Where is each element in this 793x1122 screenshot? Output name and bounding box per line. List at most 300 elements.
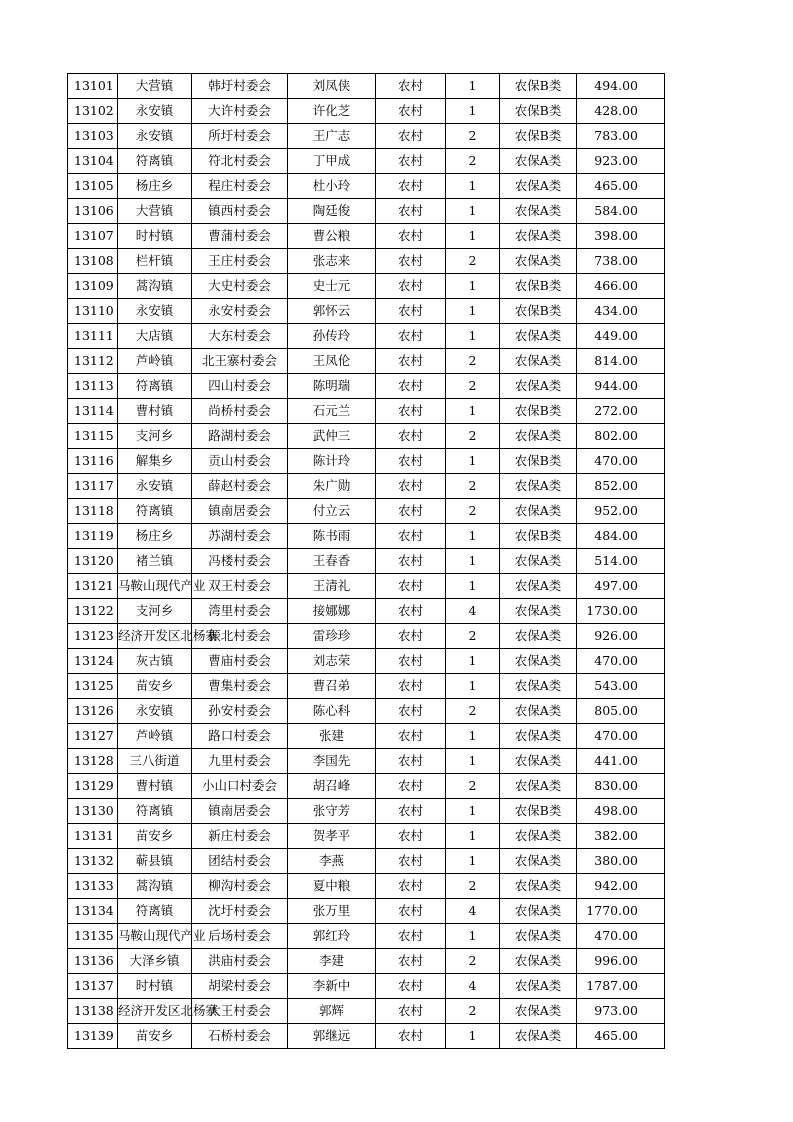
- record-number-cell: 13130: [68, 799, 118, 824]
- village-committee-cell: 洪庙村委会: [192, 949, 288, 974]
- household-size-cell: 1: [446, 649, 500, 674]
- village-committee-cell: 镇南居委会: [192, 499, 288, 524]
- amount-cell: 465.00: [577, 1024, 665, 1049]
- record-number-cell: 13114: [68, 399, 118, 424]
- township-cell: 永安镇: [118, 99, 192, 124]
- residence-type-cell: 农村: [376, 299, 446, 324]
- table-row: [68, 724, 665, 749]
- village-committee-cell: 程庄村委会: [192, 174, 288, 199]
- amount-cell: 470.00: [577, 724, 665, 749]
- amount-cell: 497.00: [577, 574, 665, 599]
- village-committee-cell: 九里村委会: [192, 749, 288, 774]
- table-row: [68, 224, 665, 249]
- person-name-cell: 张建: [288, 724, 376, 749]
- insurance-category-cell: 农保B类: [500, 524, 577, 549]
- record-number-cell: 13112: [68, 349, 118, 374]
- record-number-cell: 13118: [68, 499, 118, 524]
- village-committee-cell: 永安村委会: [192, 299, 288, 324]
- amount-cell: 973.00: [577, 999, 665, 1024]
- residence-type-cell: 农村: [376, 824, 446, 849]
- household-size-cell: 1: [446, 174, 500, 199]
- table-row: [68, 274, 665, 299]
- household-size-cell: 1: [446, 74, 500, 99]
- person-name-cell: 陈明瑞: [288, 374, 376, 399]
- household-size-cell: 2: [446, 374, 500, 399]
- village-committee-cell: 所圩村委会: [192, 124, 288, 149]
- record-number-cell: 13111: [68, 324, 118, 349]
- household-size-cell: 1: [446, 524, 500, 549]
- township-cell: 永安镇: [118, 124, 192, 149]
- insurance-category-cell: 农保A类: [500, 699, 577, 724]
- township-cell: 支河乡: [118, 599, 192, 624]
- table-row: [68, 149, 665, 174]
- village-committee-cell: 胡梁村委会: [192, 974, 288, 999]
- table-row: [68, 874, 665, 899]
- residence-type-cell: 农村: [376, 474, 446, 499]
- table-row: [68, 524, 665, 549]
- insurance-category-cell: 农保A类: [500, 149, 577, 174]
- amount-cell: 514.00: [577, 549, 665, 574]
- person-name-cell: 王广志: [288, 124, 376, 149]
- residence-type-cell: 农村: [376, 524, 446, 549]
- residence-type-cell: 农村: [376, 449, 446, 474]
- amount-cell: 1730.00: [577, 599, 665, 624]
- household-size-cell: 4: [446, 974, 500, 999]
- village-committee-cell: 北王寨村委会: [192, 349, 288, 374]
- amount-cell: 1770.00: [577, 899, 665, 924]
- person-name-cell: 武仲三: [288, 424, 376, 449]
- insurance-category-cell: 农保A类: [500, 849, 577, 874]
- insurance-category-cell: 农保A类: [500, 574, 577, 599]
- person-name-cell: 张志来: [288, 249, 376, 274]
- residence-type-cell: 农村: [376, 724, 446, 749]
- amount-cell: 584.00: [577, 199, 665, 224]
- insurance-category-cell: 农保A类: [500, 824, 577, 849]
- insurance-category-cell: 农保B类: [500, 74, 577, 99]
- household-size-cell: 1: [446, 924, 500, 949]
- village-committee-cell: 振北村委会: [192, 624, 288, 649]
- village-committee-cell: 孙安村委会: [192, 699, 288, 724]
- residence-type-cell: 农村: [376, 274, 446, 299]
- township-cell: 符离镇: [118, 374, 192, 399]
- table-row: [68, 674, 665, 699]
- residence-type-cell: 农村: [376, 624, 446, 649]
- village-committee-cell: 后场村委会: [192, 924, 288, 949]
- household-size-cell: 2: [446, 999, 500, 1024]
- residence-type-cell: 农村: [376, 899, 446, 924]
- household-size-cell: 1: [446, 324, 500, 349]
- table-row: [68, 574, 665, 599]
- household-size-cell: 1: [446, 199, 500, 224]
- table-row: [68, 699, 665, 724]
- record-number-cell: 13116: [68, 449, 118, 474]
- township-cell: 大营镇: [118, 74, 192, 99]
- household-size-cell: 2: [446, 149, 500, 174]
- residence-type-cell: 农村: [376, 799, 446, 824]
- township-cell: 三八街道: [118, 749, 192, 774]
- household-size-cell: 1: [446, 399, 500, 424]
- record-number-cell: 13115: [68, 424, 118, 449]
- record-number-cell: 13104: [68, 149, 118, 174]
- table-row: [68, 349, 665, 374]
- household-size-cell: 2: [446, 774, 500, 799]
- residence-type-cell: 农村: [376, 674, 446, 699]
- village-committee-cell: 薛赵村委会: [192, 474, 288, 499]
- insurance-category-cell: 农保A类: [500, 924, 577, 949]
- township-cell: 符离镇: [118, 799, 192, 824]
- amount-cell: 470.00: [577, 649, 665, 674]
- household-size-cell: 2: [446, 499, 500, 524]
- village-committee-cell: 符北村委会: [192, 149, 288, 174]
- village-committee-cell: 曹集村委会: [192, 674, 288, 699]
- household-size-cell: 2: [446, 624, 500, 649]
- person-name-cell: 石元兰: [288, 399, 376, 424]
- amount-cell: 434.00: [577, 299, 665, 324]
- village-committee-cell: 镇南居委会: [192, 799, 288, 824]
- insurance-category-cell: 农保A类: [500, 499, 577, 524]
- residence-type-cell: 农村: [376, 849, 446, 874]
- record-number-cell: 13133: [68, 874, 118, 899]
- township-cell: 经济开发区北杨寨: [118, 624, 192, 649]
- person-name-cell: 王春香: [288, 549, 376, 574]
- person-name-cell: 曹公粮: [288, 224, 376, 249]
- person-name-cell: 郭红玲: [288, 924, 376, 949]
- township-cell: 蕲县镇: [118, 849, 192, 874]
- township-cell: 大营镇: [118, 199, 192, 224]
- amount-cell: 923.00: [577, 149, 665, 174]
- household-size-cell: 2: [446, 874, 500, 899]
- table-row: [68, 1024, 665, 1049]
- household-size-cell: 2: [446, 424, 500, 449]
- household-size-cell: 2: [446, 699, 500, 724]
- amount-cell: 441.00: [577, 749, 665, 774]
- household-size-cell: 4: [446, 899, 500, 924]
- household-size-cell: 2: [446, 124, 500, 149]
- person-name-cell: 曹召弟: [288, 674, 376, 699]
- village-committee-cell: 尚桥村委会: [192, 399, 288, 424]
- person-name-cell: 许化芝: [288, 99, 376, 124]
- township-cell: 杨庄乡: [118, 174, 192, 199]
- residence-type-cell: 农村: [376, 399, 446, 424]
- amount-cell: 470.00: [577, 924, 665, 949]
- household-size-cell: 2: [446, 949, 500, 974]
- person-name-cell: 陈心科: [288, 699, 376, 724]
- residence-type-cell: 农村: [376, 74, 446, 99]
- household-size-cell: 1: [446, 299, 500, 324]
- township-cell: 永安镇: [118, 474, 192, 499]
- village-committee-cell: 大史村委会: [192, 274, 288, 299]
- village-committee-cell: 冯楼村委会: [192, 549, 288, 574]
- township-cell: 蒿沟镇: [118, 274, 192, 299]
- record-number-cell: 13124: [68, 649, 118, 674]
- village-committee-cell: 柳沟村委会: [192, 874, 288, 899]
- table-row: [68, 974, 665, 999]
- table-row: [68, 199, 665, 224]
- record-number-cell: 13132: [68, 849, 118, 874]
- table-row: [68, 99, 665, 124]
- village-committee-cell: 大王村委会: [192, 999, 288, 1024]
- insurance-category-cell: 农保A类: [500, 599, 577, 624]
- record-number-cell: 13128: [68, 749, 118, 774]
- village-committee-cell: 大许村委会: [192, 99, 288, 124]
- table-row: [68, 474, 665, 499]
- insurance-category-cell: 农保B类: [500, 124, 577, 149]
- table-row: [68, 949, 665, 974]
- township-cell: 栏杆镇: [118, 249, 192, 274]
- amount-cell: 382.00: [577, 824, 665, 849]
- household-size-cell: 1: [446, 99, 500, 124]
- insurance-category-cell: 农保A类: [500, 549, 577, 574]
- person-name-cell: 李燕: [288, 849, 376, 874]
- record-number-cell: 13126: [68, 699, 118, 724]
- insurance-category-cell: 农保A类: [500, 324, 577, 349]
- residence-type-cell: 农村: [376, 749, 446, 774]
- record-number-cell: 13134: [68, 899, 118, 924]
- village-committee-cell: 镇西村委会: [192, 199, 288, 224]
- amount-cell: 926.00: [577, 624, 665, 649]
- township-cell: 曹村镇: [118, 774, 192, 799]
- person-name-cell: 张守芳: [288, 799, 376, 824]
- amount-cell: 942.00: [577, 874, 665, 899]
- residence-type-cell: 农村: [376, 999, 446, 1024]
- township-cell: 马鞍山现代产业: [118, 574, 192, 599]
- household-size-cell: 1: [446, 549, 500, 574]
- township-cell: 苗安乡: [118, 824, 192, 849]
- record-number-cell: 13103: [68, 124, 118, 149]
- person-name-cell: 王凤伦: [288, 349, 376, 374]
- village-committee-cell: 曹庙村委会: [192, 649, 288, 674]
- residence-type-cell: 农村: [376, 199, 446, 224]
- township-cell: 时村镇: [118, 974, 192, 999]
- table-row: [68, 799, 665, 824]
- person-name-cell: 李新中: [288, 974, 376, 999]
- table-row: [68, 749, 665, 774]
- record-number-cell: 13102: [68, 99, 118, 124]
- residence-type-cell: 农村: [376, 174, 446, 199]
- person-name-cell: 陈书雨: [288, 524, 376, 549]
- household-size-cell: 1: [446, 724, 500, 749]
- household-size-cell: 1: [446, 849, 500, 874]
- table-row: [68, 124, 665, 149]
- township-cell: 马鞍山现代产业: [118, 924, 192, 949]
- township-cell: 苗安乡: [118, 674, 192, 699]
- village-committee-cell: 大东村委会: [192, 324, 288, 349]
- township-cell: 芦岭镇: [118, 349, 192, 374]
- insurance-category-cell: 农保A类: [500, 874, 577, 899]
- household-size-cell: 1: [446, 749, 500, 774]
- record-number-cell: 13108: [68, 249, 118, 274]
- insurance-category-cell: 农保B类: [500, 399, 577, 424]
- township-cell: 永安镇: [118, 299, 192, 324]
- table-body: [68, 74, 665, 1049]
- record-number-cell: 13129: [68, 774, 118, 799]
- person-name-cell: 杜小玲: [288, 174, 376, 199]
- record-number-cell: 13131: [68, 824, 118, 849]
- household-roster-table: [67, 73, 665, 1049]
- insurance-category-cell: 农保A类: [500, 224, 577, 249]
- record-number-cell: 13105: [68, 174, 118, 199]
- record-number-cell: 13110: [68, 299, 118, 324]
- table-row: [68, 599, 665, 624]
- person-name-cell: 郭继远: [288, 1024, 376, 1049]
- insurance-category-cell: 农保A类: [500, 424, 577, 449]
- table-row: [68, 249, 665, 274]
- township-cell: 经济开发区北杨寨: [118, 999, 192, 1024]
- table-row: [68, 899, 665, 924]
- village-committee-cell: 曹蒲村委会: [192, 224, 288, 249]
- household-size-cell: 1: [446, 574, 500, 599]
- insurance-category-cell: 农保B类: [500, 449, 577, 474]
- amount-cell: 830.00: [577, 774, 665, 799]
- insurance-category-cell: 农保A类: [500, 174, 577, 199]
- amount-cell: 466.00: [577, 274, 665, 299]
- insurance-category-cell: 农保A类: [500, 474, 577, 499]
- person-name-cell: 雷珍珍: [288, 624, 376, 649]
- amount-cell: 498.00: [577, 799, 665, 824]
- insurance-category-cell: 农保A类: [500, 774, 577, 799]
- residence-type-cell: 农村: [376, 99, 446, 124]
- township-cell: 符离镇: [118, 149, 192, 174]
- person-name-cell: 刘志荣: [288, 649, 376, 674]
- record-number-cell: 13122: [68, 599, 118, 624]
- person-name-cell: 贺孝平: [288, 824, 376, 849]
- record-number-cell: 13127: [68, 724, 118, 749]
- household-size-cell: 1: [446, 274, 500, 299]
- table-row: [68, 399, 665, 424]
- insurance-category-cell: 农保B类: [500, 99, 577, 124]
- household-size-cell: 2: [446, 349, 500, 374]
- table-row: [68, 774, 665, 799]
- amount-cell: 738.00: [577, 249, 665, 274]
- insurance-category-cell: 农保A类: [500, 374, 577, 399]
- township-cell: 符离镇: [118, 899, 192, 924]
- village-committee-cell: 双王村委会: [192, 574, 288, 599]
- amount-cell: 398.00: [577, 224, 665, 249]
- record-number-cell: 13107: [68, 224, 118, 249]
- amount-cell: 494.00: [577, 74, 665, 99]
- residence-type-cell: 农村: [376, 249, 446, 274]
- residence-type-cell: 农村: [376, 374, 446, 399]
- village-committee-cell: 贡山村委会: [192, 449, 288, 474]
- township-cell: 时村镇: [118, 224, 192, 249]
- amount-cell: 802.00: [577, 424, 665, 449]
- person-name-cell: 李国先: [288, 749, 376, 774]
- person-name-cell: 丁甲成: [288, 149, 376, 174]
- township-cell: 符离镇: [118, 499, 192, 524]
- record-number-cell: 13136: [68, 949, 118, 974]
- amount-cell: 465.00: [577, 174, 665, 199]
- table-row: [68, 424, 665, 449]
- person-name-cell: 接娜娜: [288, 599, 376, 624]
- table-row: [68, 74, 665, 99]
- person-name-cell: 夏中粮: [288, 874, 376, 899]
- village-committee-cell: 沈圩村委会: [192, 899, 288, 924]
- insurance-category-cell: 农保A类: [500, 674, 577, 699]
- village-committee-cell: 新庄村委会: [192, 824, 288, 849]
- table-row: [68, 324, 665, 349]
- residence-type-cell: 农村: [376, 224, 446, 249]
- township-cell: 杨庄乡: [118, 524, 192, 549]
- person-name-cell: 李建: [288, 949, 376, 974]
- township-cell: 曹村镇: [118, 399, 192, 424]
- person-name-cell: 朱广勋: [288, 474, 376, 499]
- amount-cell: 272.00: [577, 399, 665, 424]
- insurance-category-cell: 农保A类: [500, 1024, 577, 1049]
- residence-type-cell: 农村: [376, 599, 446, 624]
- insurance-category-cell: 农保A类: [500, 749, 577, 774]
- village-committee-cell: 苏湖村委会: [192, 524, 288, 549]
- residence-type-cell: 农村: [376, 424, 446, 449]
- amount-cell: 484.00: [577, 524, 665, 549]
- amount-cell: 852.00: [577, 474, 665, 499]
- township-cell: 永安镇: [118, 699, 192, 724]
- amount-cell: 470.00: [577, 449, 665, 474]
- insurance-category-cell: 农保A类: [500, 949, 577, 974]
- record-number-cell: 13113: [68, 374, 118, 399]
- residence-type-cell: 农村: [376, 949, 446, 974]
- village-committee-cell: 四山村委会: [192, 374, 288, 399]
- village-committee-cell: 韩圩村委会: [192, 74, 288, 99]
- insurance-category-cell: 农保A类: [500, 974, 577, 999]
- amount-cell: 543.00: [577, 674, 665, 699]
- person-name-cell: 陈计玲: [288, 449, 376, 474]
- record-number-cell: 13135: [68, 924, 118, 949]
- amount-cell: 805.00: [577, 699, 665, 724]
- household-size-cell: 2: [446, 474, 500, 499]
- record-number-cell: 13106: [68, 199, 118, 224]
- township-cell: 大泽乡镇: [118, 949, 192, 974]
- residence-type-cell: 农村: [376, 924, 446, 949]
- insurance-category-cell: 农保A类: [500, 624, 577, 649]
- residence-type-cell: 农村: [376, 349, 446, 374]
- household-size-cell: 1: [446, 449, 500, 474]
- household-size-cell: 1: [446, 824, 500, 849]
- table-row: [68, 174, 665, 199]
- amount-cell: 1787.00: [577, 974, 665, 999]
- township-cell: 蒿沟镇: [118, 874, 192, 899]
- record-number-cell: 13125: [68, 674, 118, 699]
- insurance-category-cell: 农保A类: [500, 649, 577, 674]
- insurance-category-cell: 农保A类: [500, 349, 577, 374]
- village-committee-cell: 路口村委会: [192, 724, 288, 749]
- amount-cell: 996.00: [577, 949, 665, 974]
- table-row: [68, 499, 665, 524]
- table-row: [68, 849, 665, 874]
- record-number-cell: 13123: [68, 624, 118, 649]
- amount-cell: 428.00: [577, 99, 665, 124]
- residence-type-cell: 农村: [376, 874, 446, 899]
- village-committee-cell: 湾里村委会: [192, 599, 288, 624]
- household-size-cell: 1: [446, 674, 500, 699]
- village-committee-cell: 团结村委会: [192, 849, 288, 874]
- insurance-category-cell: 农保A类: [500, 199, 577, 224]
- record-number-cell: 13121: [68, 574, 118, 599]
- residence-type-cell: 农村: [376, 549, 446, 574]
- residence-type-cell: 农村: [376, 149, 446, 174]
- household-size-cell: 1: [446, 224, 500, 249]
- table-row: [68, 824, 665, 849]
- residence-type-cell: 农村: [376, 324, 446, 349]
- person-name-cell: 陶廷俊: [288, 199, 376, 224]
- village-committee-cell: 石桥村委会: [192, 1024, 288, 1049]
- residence-type-cell: 农村: [376, 574, 446, 599]
- amount-cell: 783.00: [577, 124, 665, 149]
- amount-cell: 380.00: [577, 849, 665, 874]
- person-name-cell: 郭辉: [288, 999, 376, 1024]
- insurance-category-cell: 农保A类: [500, 999, 577, 1024]
- household-size-cell: 1: [446, 799, 500, 824]
- village-committee-cell: 路湖村委会: [192, 424, 288, 449]
